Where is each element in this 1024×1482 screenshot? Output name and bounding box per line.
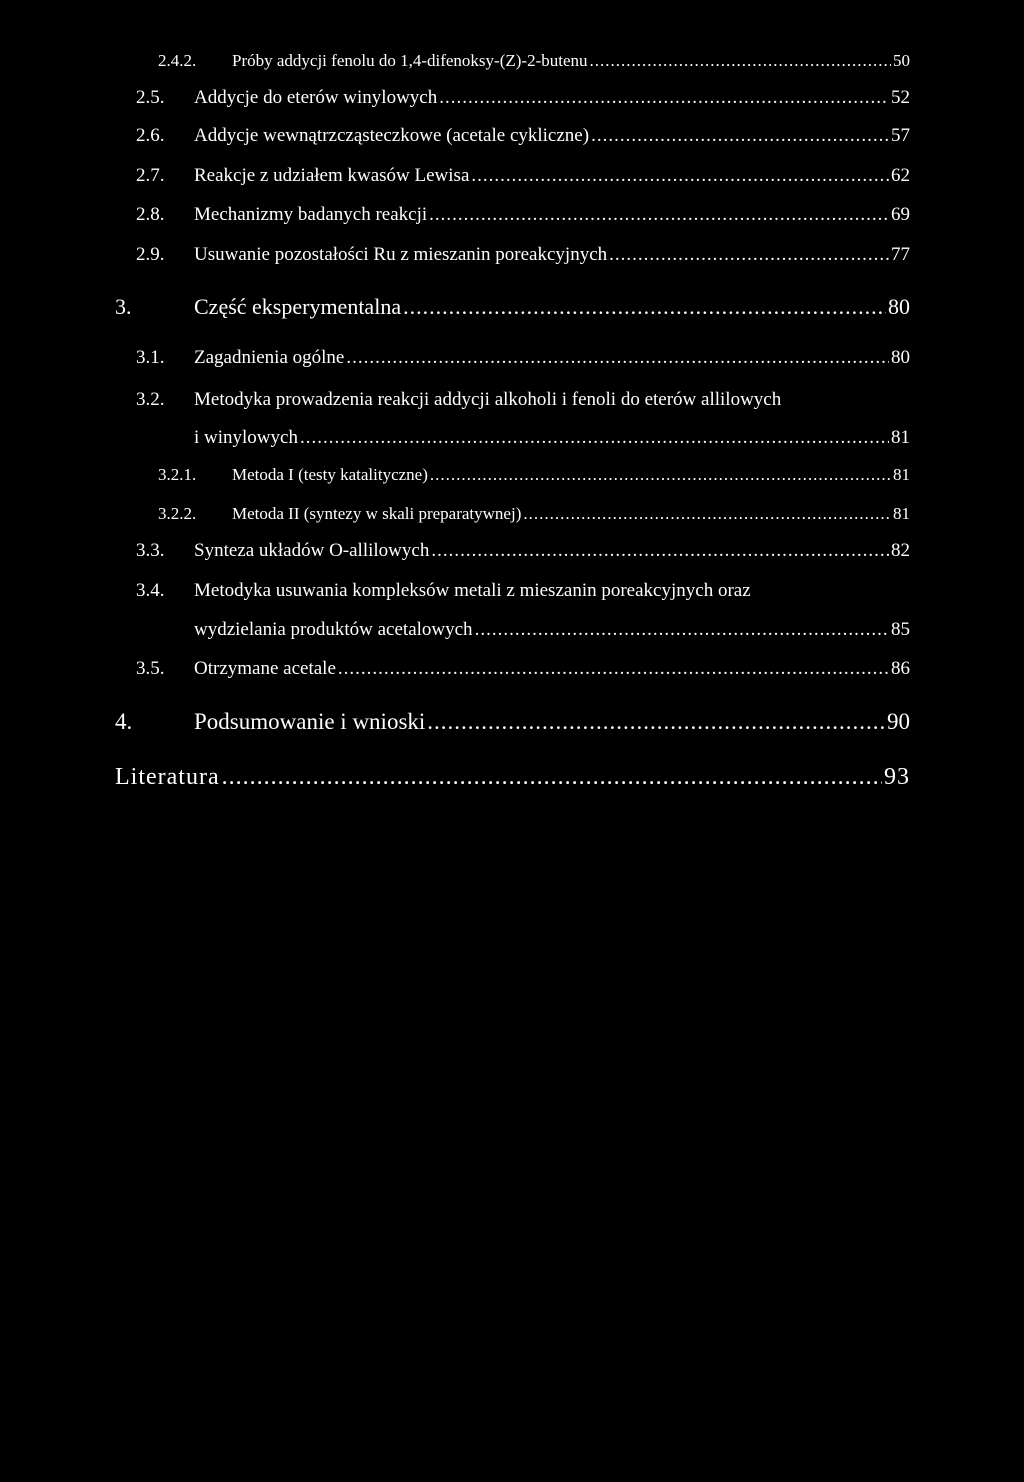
toc-entry-number: 2.4.2. [158, 51, 197, 70]
toc-entry-page: 77 [891, 244, 910, 265]
toc-entry-title: Literatura [115, 764, 220, 790]
toc-entry[interactable] [158, 505, 910, 522]
toc-entry-number: 3.2.2. [158, 504, 197, 523]
toc-entry-page: 69 [891, 204, 910, 225]
toc-entry-title: i winylowych [194, 427, 298, 448]
toc-entry[interactable] [136, 245, 910, 264]
toc-entry-title: Metoda II (syntezy w skali preparatywnej) [232, 504, 522, 523]
toc-entry-title: Synteza układów O-allilowych [194, 540, 430, 561]
dot-leader [403, 296, 886, 318]
toc-entry-number: 2.7. [136, 165, 165, 186]
toc-entry-title: Część eksperymentalna [194, 294, 402, 319]
toc-entry-page: 81 [891, 427, 910, 448]
toc-entry-number: 3. [115, 294, 132, 319]
toc-entry-page: 81 [893, 465, 910, 484]
toc-entry-title: Zagadnienia ogólne [194, 347, 345, 368]
toc-entry-number: 2.5. [136, 87, 165, 108]
toc-entry-page: 80 [888, 294, 910, 319]
toc-entry-number: 3.2.1. [158, 465, 197, 484]
dot-leader [300, 428, 889, 447]
dot-leader [427, 710, 885, 733]
toc-entry-number: 3.2. [136, 389, 165, 410]
toc-entry-number: 2.9. [136, 244, 165, 265]
toc-entry-page: 85 [891, 619, 910, 640]
toc-entry-page: 93 [884, 764, 910, 790]
toc-entry-number: 4. [115, 709, 133, 734]
toc-entry-first-line[interactable] [136, 390, 910, 409]
toc-entry[interactable] [115, 296, 910, 318]
toc-entry[interactable] [158, 52, 910, 69]
toc-entry-title-line1: Metodyka prowadzenia reakcji addycji alkoholi i fenoli do eterów allilowych [194, 389, 782, 410]
toc-entry-number: 3.3. [136, 540, 165, 561]
toc-entry-number: 2.6. [136, 125, 165, 146]
toc-entry[interactable] [115, 710, 910, 733]
toc-entry[interactable] [136, 659, 910, 678]
toc-entry[interactable] [136, 88, 910, 107]
toc-entry[interactable] [194, 620, 910, 639]
dot-leader [609, 245, 889, 264]
toc-entry-title: Próby addycji fenolu do 1,4-difenoksy-(Z)-2-butenu [232, 51, 588, 70]
toc-entry-page: 81 [893, 504, 910, 523]
toc-entry[interactable] [136, 348, 910, 367]
toc-entry-title: Addycje do eterów winylowych [194, 87, 438, 108]
dot-leader [222, 765, 882, 789]
toc-entry-page: 82 [891, 540, 910, 561]
dot-leader [523, 505, 891, 522]
toc-entry-page: 80 [891, 347, 910, 368]
toc-entry-page: 86 [891, 658, 910, 679]
toc-entry-title: Mechanizmy badanych reakcji [194, 204, 428, 225]
toc-entry[interactable] [115, 765, 910, 789]
dot-leader [475, 620, 889, 639]
dot-leader [429, 205, 889, 224]
toc-entry-title: Usuwanie pozostałości Ru z mieszanin poreakcyjnych [194, 244, 608, 265]
toc-entry-title: Metoda I (testy katalityczne) [232, 465, 428, 484]
toc-entry-number: 3.5. [136, 658, 165, 679]
toc-entry-title: Addycje wewnątrzcząsteczkowe (acetale cykliczne) [194, 125, 590, 146]
toc-entry-page: 90 [887, 709, 910, 734]
dot-leader [431, 541, 889, 560]
toc-entry-title: Otrzymane acetale [194, 658, 336, 679]
dot-leader [471, 166, 889, 185]
toc-entry-page: 50 [893, 51, 910, 70]
dot-leader [439, 88, 889, 107]
dot-leader [591, 126, 889, 145]
dot-leader [590, 52, 892, 69]
dot-leader [346, 348, 889, 367]
toc-entry[interactable] [136, 205, 910, 224]
dot-leader [430, 466, 891, 483]
toc-entry-number: 3.1. [136, 347, 165, 368]
dot-leader [338, 659, 889, 678]
toc-entry[interactable] [158, 466, 910, 483]
toc-entry-title: Podsumowanie i wnioski [194, 709, 426, 734]
toc-entry-page: 57 [891, 125, 910, 146]
toc-entry-number: 2.8. [136, 204, 165, 225]
toc-entry-page: 62 [891, 165, 910, 186]
toc-entry[interactable] [136, 166, 910, 185]
toc-entry-page: 52 [891, 87, 910, 108]
toc-entry-title: Reakcje z udziałem kwasów Lewisa [194, 165, 470, 186]
toc-entry[interactable] [136, 126, 910, 145]
toc-entry[interactable] [136, 541, 910, 560]
toc-entry-title: wydzielania produktów acetalowych [194, 619, 473, 640]
toc-entry-title-line1: Metodyka usuwania kompleksów metali z mieszanin poreakcyjnych oraz [194, 580, 751, 601]
toc-entry-first-line[interactable] [136, 581, 910, 600]
toc-entry[interactable] [194, 428, 910, 447]
toc-entry-number: 3.4. [136, 580, 165, 601]
